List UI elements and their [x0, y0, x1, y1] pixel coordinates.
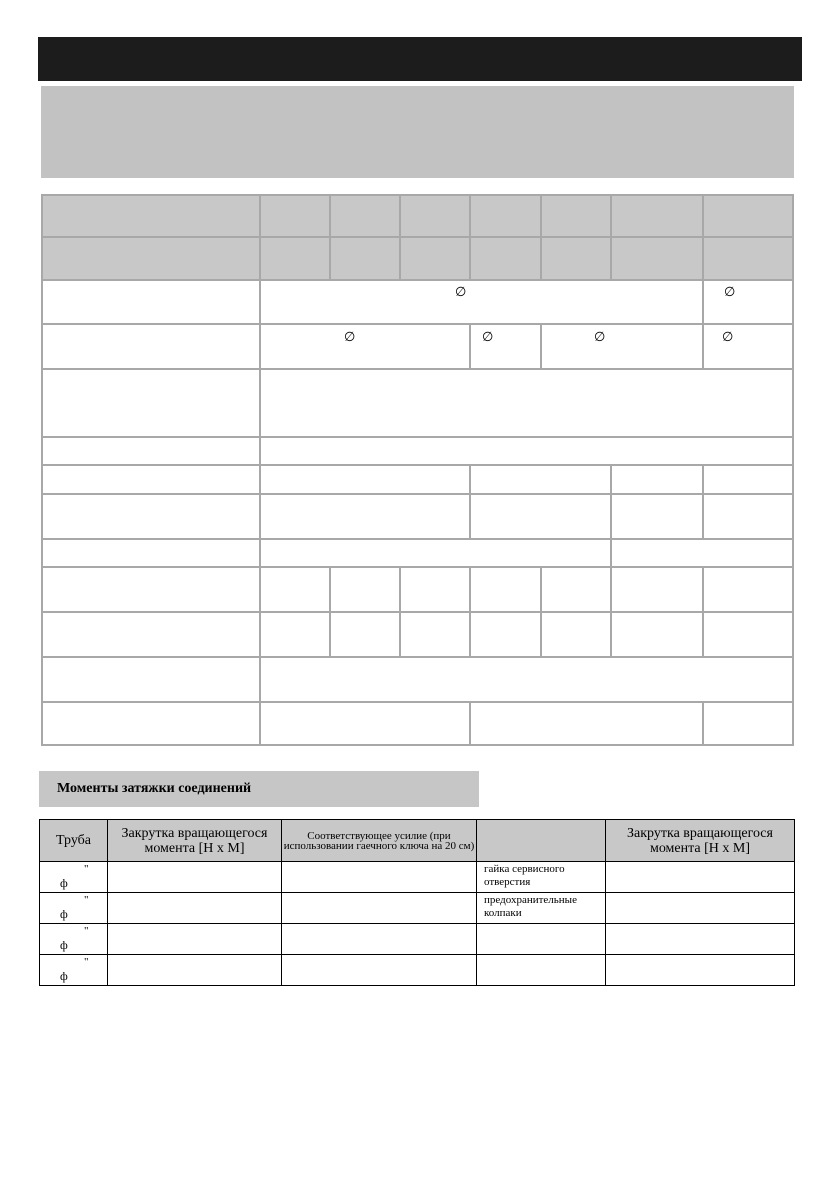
spec-row-line	[43, 464, 792, 466]
inch-mark: "	[84, 863, 89, 875]
inch-mark: "	[84, 956, 89, 968]
title-banner	[41, 86, 794, 178]
spec-col-line	[469, 196, 471, 280]
table-row	[40, 862, 795, 893]
spec-col-line	[540, 324, 542, 369]
spec-header-rows	[43, 196, 792, 280]
diameter-icon: ∅	[455, 285, 467, 300]
pipe-cell	[40, 862, 108, 893]
spec-row-line	[43, 493, 792, 495]
torque-cell	[108, 893, 282, 924]
header-part	[477, 820, 606, 862]
part-cell	[477, 862, 606, 893]
spec-row-line	[43, 538, 792, 540]
spec-col-line	[610, 566, 612, 657]
diameter-icon: ∅	[482, 330, 494, 345]
spec-col-line	[469, 324, 471, 369]
spec-col-line	[702, 464, 704, 539]
spec-col-line	[469, 566, 471, 657]
spec-row-line	[43, 368, 792, 370]
table-row	[40, 924, 795, 955]
part-label: предохранительные колпаки	[484, 894, 577, 919]
force-cell	[282, 893, 477, 924]
spec-row-line	[43, 436, 792, 438]
phi-symbol: ф	[60, 938, 68, 952]
spec-col-line	[469, 701, 471, 744]
spec-row-line	[43, 701, 792, 703]
part-label: гайка сервисного отверстия	[484, 863, 565, 888]
diameter-icon: ∅	[722, 330, 734, 345]
inch-mark: "	[84, 894, 89, 906]
pipe-cell	[40, 955, 108, 986]
spec-row-line	[43, 236, 792, 238]
spec-row-line	[43, 566, 792, 568]
spec-col-line	[610, 196, 612, 280]
spec-row-line	[43, 611, 792, 613]
header-bar	[38, 37, 802, 81]
header-force: Соответствующее усилие (при использовании гаечного ключа на 20 см)	[282, 820, 477, 862]
spec-col-line	[329, 196, 331, 280]
torque-cell	[108, 924, 282, 955]
spec-col-line	[610, 464, 612, 539]
spec-col-line	[702, 280, 704, 324]
part-label	[477, 955, 605, 956]
header-pipe: Труба	[40, 820, 108, 862]
torque-cell	[606, 955, 795, 986]
spec-row-line	[43, 279, 792, 281]
table-row	[40, 955, 795, 986]
torque-table	[39, 819, 795, 986]
part-cell	[477, 893, 606, 924]
spec-col-line	[702, 196, 704, 280]
force-cell	[282, 955, 477, 986]
diameter-icon: ∅	[594, 330, 606, 345]
spec-col-line	[259, 196, 261, 744]
torque-section-title: Моменты затяжки соединений	[57, 781, 252, 796]
spec-col-line	[702, 324, 704, 369]
diameter-icon: ∅	[344, 330, 356, 345]
part-label	[477, 924, 605, 925]
phi-symbol: ф	[60, 969, 68, 983]
pipe-cell	[40, 924, 108, 955]
spec-col-line	[540, 566, 542, 657]
force-cell	[282, 862, 477, 893]
part-cell	[477, 924, 606, 955]
spec-col-line	[610, 538, 612, 567]
spec-col-line	[399, 566, 401, 657]
torque-cell	[606, 924, 795, 955]
spec-col-line	[469, 464, 471, 539]
header-torque-right: Закрутка вращающегося момента [Н x М]	[606, 820, 795, 862]
spec-table	[41, 194, 794, 746]
inch-mark: "	[84, 925, 89, 937]
part-cell	[477, 955, 606, 986]
pipe-cell	[40, 893, 108, 924]
torque-cell	[108, 955, 282, 986]
spec-col-line	[540, 196, 542, 280]
spec-col-line	[702, 701, 704, 744]
torque-cell	[606, 862, 795, 893]
diameter-icon: ∅	[724, 285, 736, 300]
spec-col-line	[399, 196, 401, 280]
torque-cell	[606, 893, 795, 924]
spec-col-line	[329, 566, 331, 657]
header-torque-left: Закрутка вращающегося момента [Н x М]	[108, 820, 282, 862]
phi-symbol: ф	[60, 907, 68, 921]
spec-col-line	[702, 566, 704, 657]
spec-row-line	[43, 323, 792, 325]
torque-cell	[108, 862, 282, 893]
force-cell	[282, 924, 477, 955]
phi-symbol: ф	[60, 876, 68, 890]
table-row	[40, 893, 795, 924]
spec-row-line	[43, 656, 792, 658]
